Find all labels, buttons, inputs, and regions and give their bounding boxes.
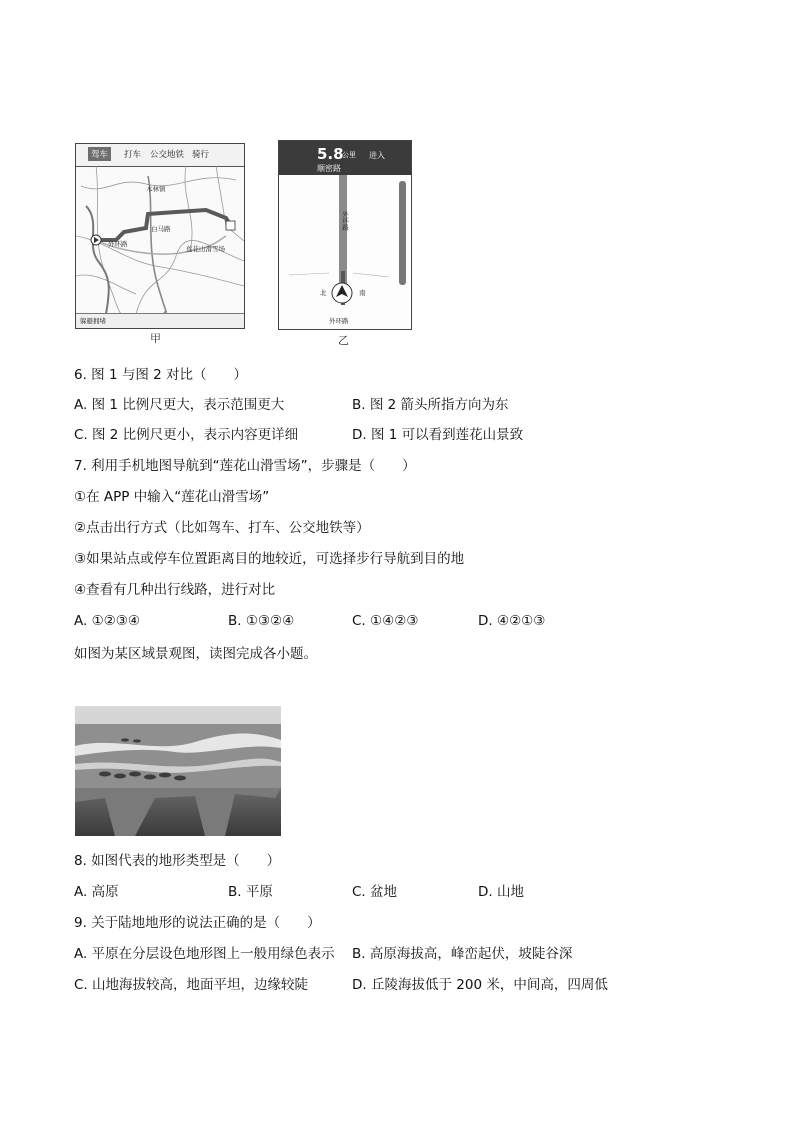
- q8-option-c: C. 盆地: [352, 884, 398, 900]
- landscape-drawing: [75, 706, 281, 836]
- road-label-baima: 白马路: [151, 225, 171, 233]
- q7-step-4: ④查看有几种出行线路，进行对比: [74, 582, 276, 598]
- q7-option-d: D. ④②①③: [478, 613, 546, 629]
- q7-option-a: A. ①②③④: [74, 613, 140, 629]
- figure1-caption: 甲: [150, 332, 161, 345]
- south-label: 南: [359, 289, 366, 297]
- q6-stem: 6. 图 1 与图 2 对比（ ）: [74, 367, 248, 383]
- figure2-caption: 乙: [338, 334, 349, 347]
- q9-option-a: A. 平原在分层设色地形图上一般用绿色表示: [74, 946, 335, 962]
- q7-step-1: ①在 APP 中输入“莲花山滑雪场”: [74, 489, 270, 505]
- distance-value: 5.8: [317, 145, 344, 163]
- q6-option-b: B. 图 2 箭头所指方向为东: [352, 397, 509, 413]
- q7-option-c: C. ①④②③: [352, 613, 419, 629]
- side-road-label: 外环路: [341, 211, 349, 231]
- destination-label: 莲花山滑雪场: [186, 245, 225, 253]
- distance-unit: 公里: [342, 151, 356, 159]
- q7-option-b: B. ①③②④: [228, 613, 295, 629]
- map-bottom-bar: [76, 313, 244, 328]
- q7-step-2: ②点击出行方式（比如驾车、打车、公交地铁等）: [74, 520, 370, 536]
- north-label: 北: [320, 289, 327, 297]
- q8-option-a: A. 高原: [74, 884, 119, 900]
- navigation-figure: [278, 140, 412, 330]
- navigation-drawing: [279, 175, 411, 329]
- q6-option-d: D. 图 1 可以看到莲花山景致: [352, 427, 524, 443]
- target-road: 顺密路: [317, 164, 341, 173]
- road-label-ring: 外环路: [108, 240, 128, 248]
- q9-option-c: C. 山地海拔较高，地面平坦，边缘较陡: [74, 977, 309, 993]
- tab-transit[interactable]: 公交地铁: [150, 150, 185, 160]
- town-label: 木林镇: [146, 185, 166, 193]
- q8-option-d: D. 山地: [478, 884, 524, 900]
- q6-option-a: A. 图 1 比例尺更大，表示范围更大: [74, 397, 285, 413]
- avoid-congestion-option[interactable]: 躲避拥堵: [80, 317, 106, 325]
- q7-step-3: ③如果站点或停车位置距离目的地较近，可选择步行导航到目的地: [74, 551, 465, 567]
- q7-stem: 7. 利用手机地图导航到“莲花山滑雪场”，步骤是（ ）: [74, 458, 416, 474]
- route-map-figure: [75, 143, 245, 329]
- q9-stem: 9. 关于陆地地形的说法正确的是（ ）: [74, 915, 321, 931]
- q9-option-d: D. 丘陵海拔低于 200 米，中间高，四周低: [352, 977, 608, 993]
- q6-option-c: C. 图 2 比例尺更小，表示内容更详细: [74, 427, 299, 443]
- tab-drive[interactable]: 驾车: [88, 147, 111, 161]
- q9-option-b: B. 高原海拔高，峰峦起伏，坡陡谷深: [352, 946, 573, 962]
- q8-option-b: B. 平原: [228, 884, 273, 900]
- tab-taxi[interactable]: 打车: [124, 150, 142, 160]
- navigation-header: [279, 141, 411, 175]
- current-road-label: 外环路: [329, 317, 349, 325]
- landscape-photo: [75, 706, 281, 836]
- tab-bike[interactable]: 骑行: [192, 150, 210, 160]
- q8-stem: 8. 如图代表的地形类型是（ ）: [74, 853, 281, 869]
- transport-mode-tabs: [76, 144, 244, 167]
- section-intro: 如图为某区域景观图，读图完成各小题。: [74, 646, 317, 662]
- action-text: 进入: [369, 151, 385, 160]
